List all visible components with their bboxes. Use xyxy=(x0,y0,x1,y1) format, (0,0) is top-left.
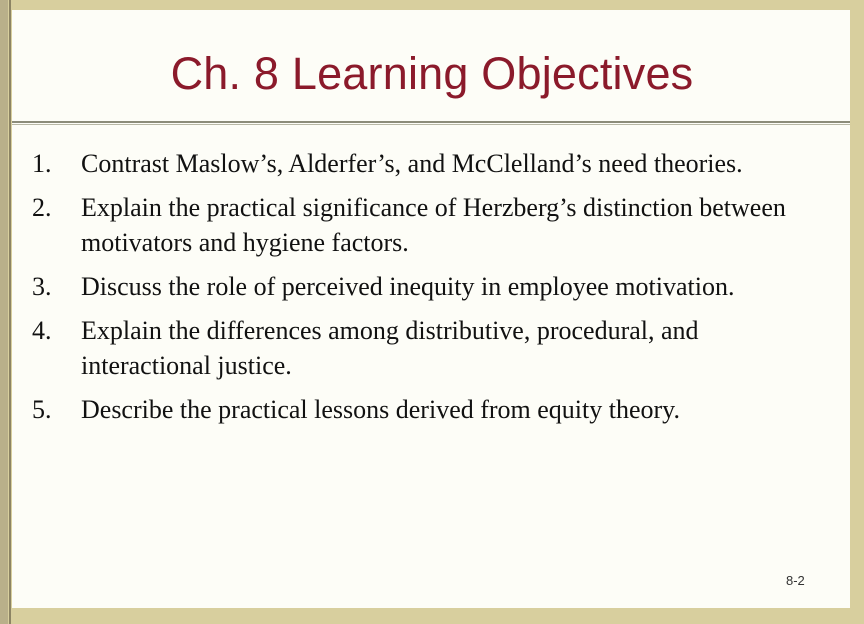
objective-text: Describe the practical lessons derived from equity theory. xyxy=(81,395,680,424)
title-divider xyxy=(12,121,850,123)
objective-item xyxy=(32,313,832,383)
objective-number: 3. xyxy=(32,272,52,301)
objective-number: 4. xyxy=(32,316,52,345)
objective-item xyxy=(32,392,832,427)
objective-text: Discuss the role of perceived inequity in employee motivation. xyxy=(81,272,735,301)
objective-item xyxy=(32,190,832,260)
objective-number: 2. xyxy=(32,193,52,222)
objective-text: Explain the practical significance of Herzberg’s distinction between motivators and hygiene factors. xyxy=(81,193,786,257)
objective-text: Contrast Maslow’s, Alderfer’s, and McClelland’s need theories. xyxy=(81,149,743,178)
objective-number: 5. xyxy=(32,395,52,424)
objective-item xyxy=(32,269,832,304)
slide-title: Ch. 8 Learning Objectives xyxy=(170,48,694,99)
objective-number: 1. xyxy=(32,149,52,178)
title-divider-shadow xyxy=(12,124,850,125)
objectives-list xyxy=(32,146,832,436)
objective-text: Explain the differences among distributive, procedural, and interactional justice. xyxy=(81,316,699,380)
objective-item xyxy=(32,146,832,181)
page-number: 8-2 xyxy=(786,573,805,588)
